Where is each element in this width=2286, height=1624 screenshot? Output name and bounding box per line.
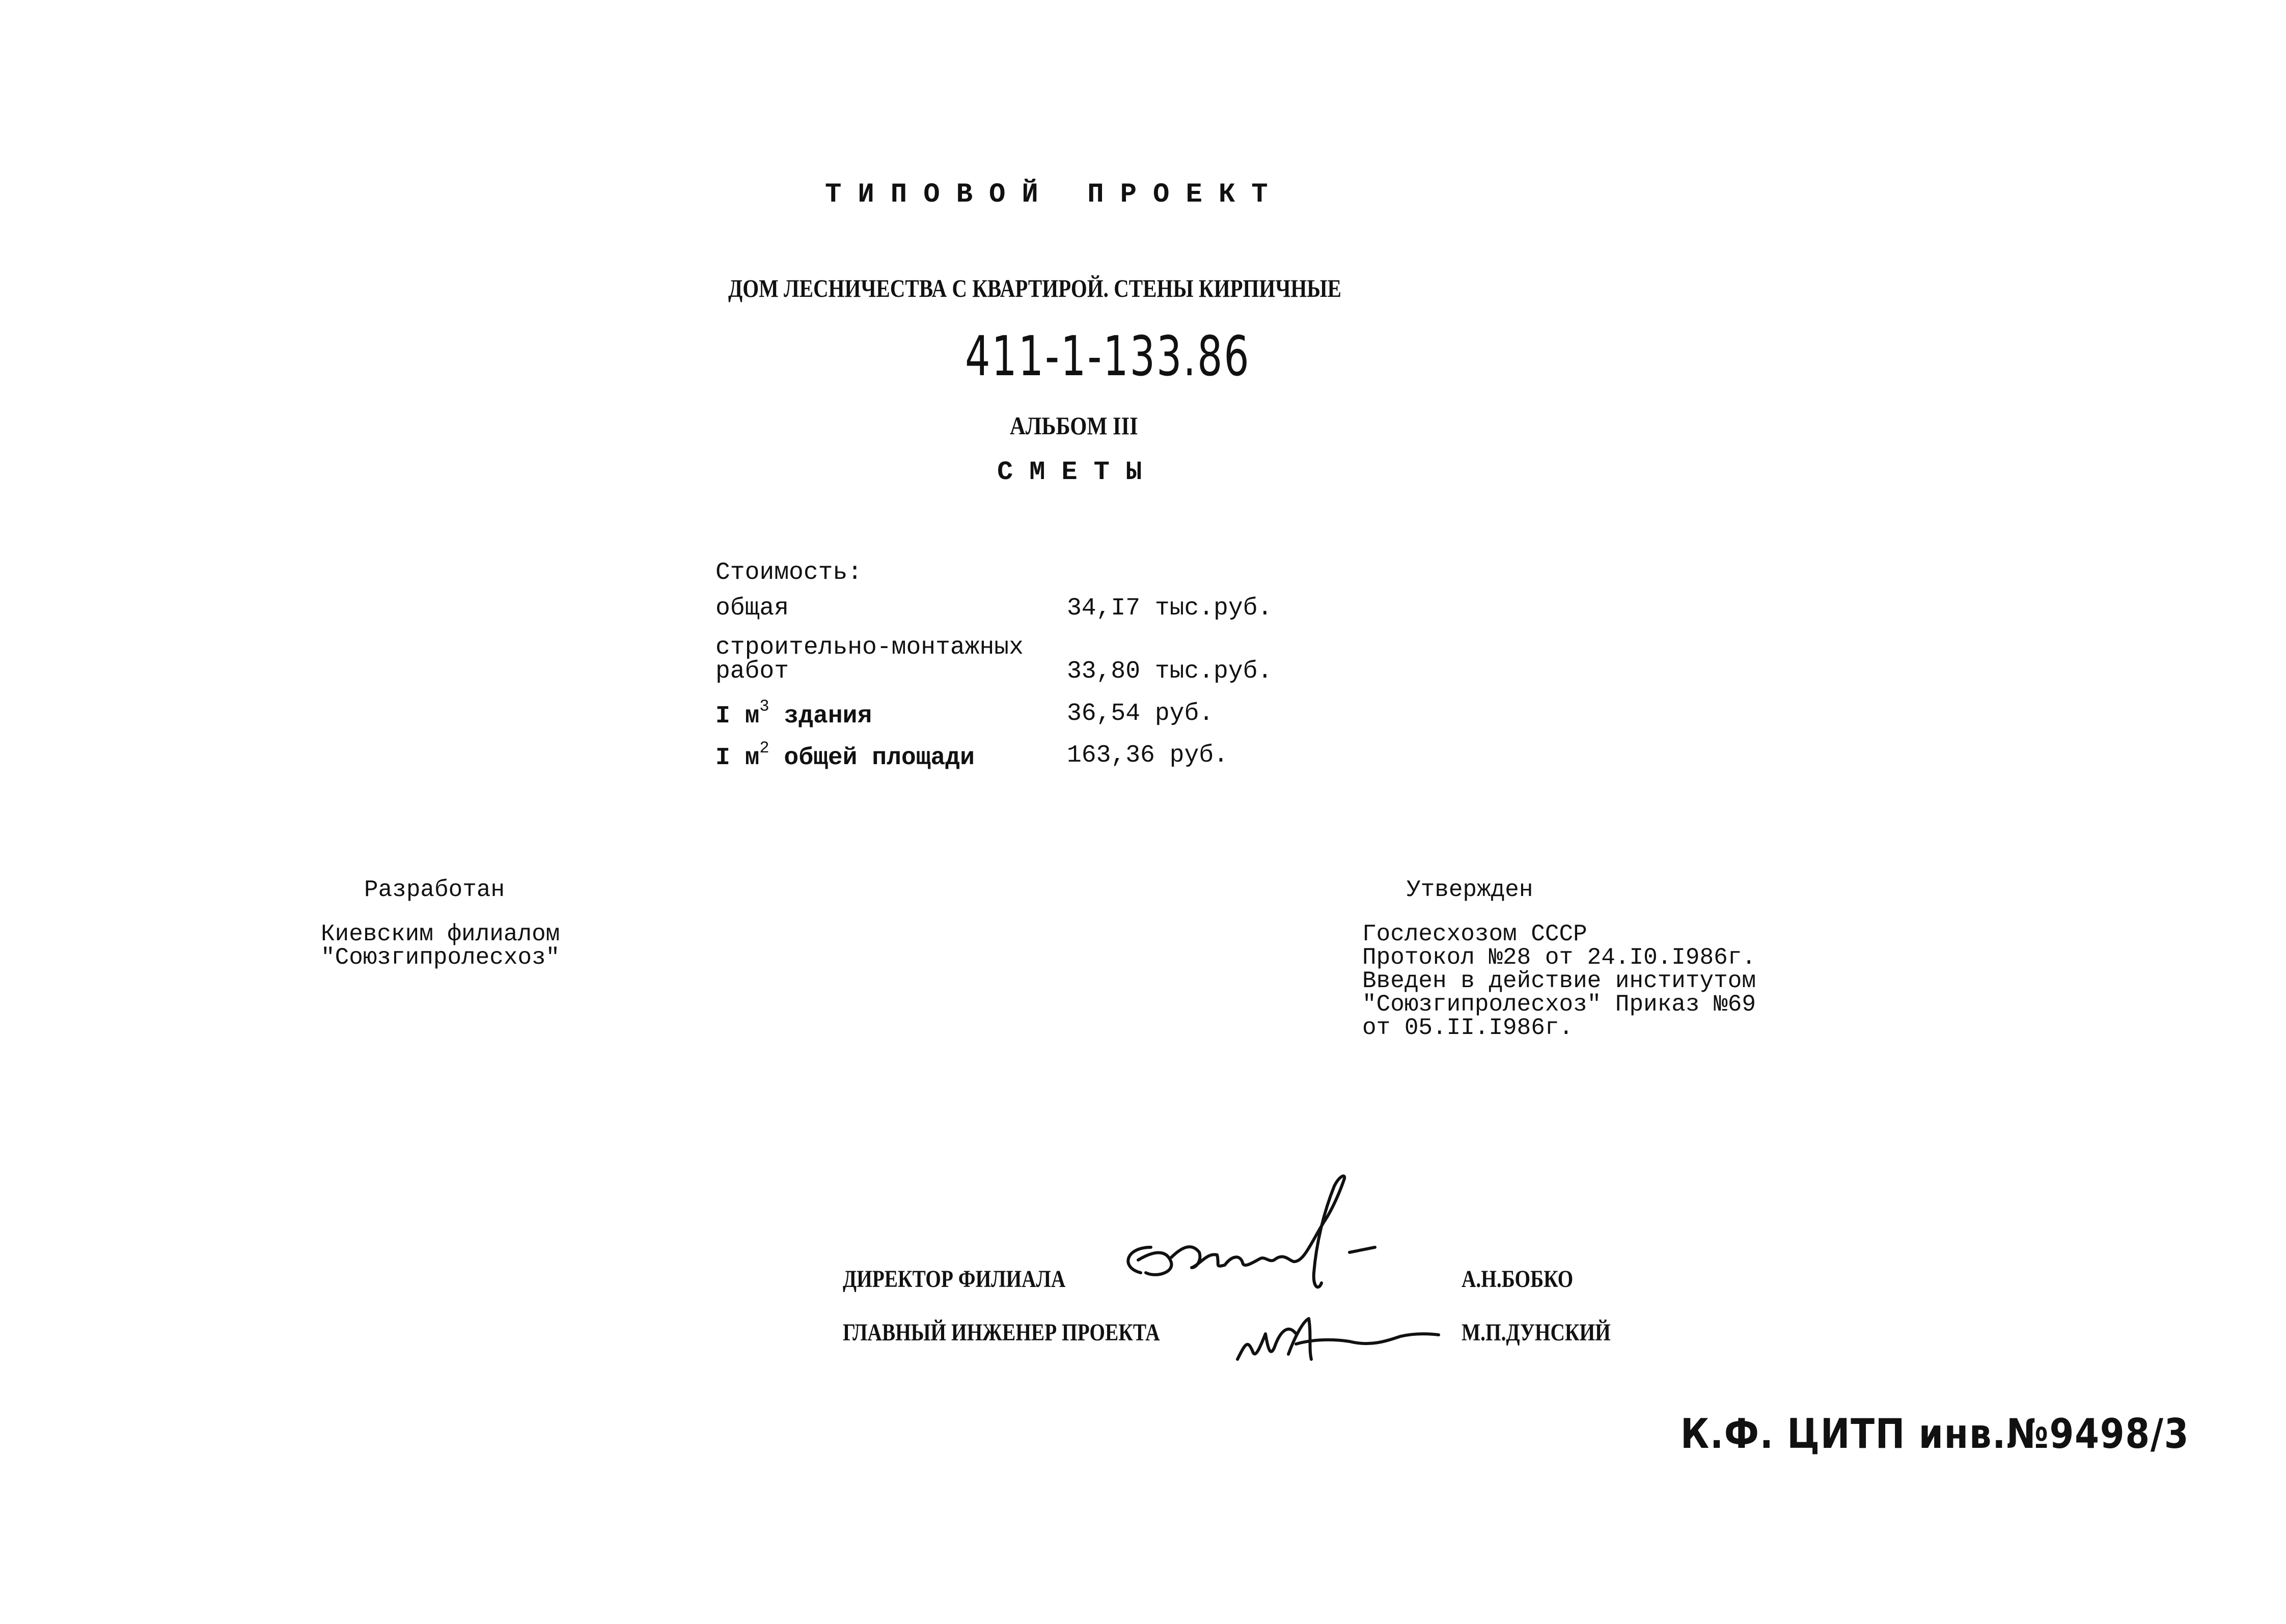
approved-heading: Утвержден (1407, 877, 1533, 903)
cost-per-m3-suffix: здания (769, 703, 872, 730)
cost-heading: Стоимость: (715, 559, 863, 586)
album-label: АЛЬБОМ III (1010, 411, 1138, 440)
engineer-title: ГЛАВНЫЙ ИНЖЕНЕР ПРОЕКТА (843, 1319, 1160, 1346)
project-number: 411-1-133.86 (965, 325, 1251, 388)
cost-per-m3-label (715, 697, 872, 730)
section-title: СМЕТЫ (997, 457, 1159, 487)
cost-per-m3-value: 36,54 руб. (1067, 700, 1214, 727)
approved-line: Протокол №28 от 24.I0.I986г. (1362, 944, 1756, 971)
cost-total-value: 34,I7 тыс.руб. (1067, 595, 1273, 622)
developed-heading: Разработан (364, 877, 505, 903)
cost-construction-label-line2: работ (715, 658, 789, 685)
developed-org-line: Киевским филиалом (321, 921, 560, 947)
director-title: ДИРЕКТОР ФИЛИАЛА (843, 1266, 1066, 1293)
approved-line: от 05.II.I986г. (1362, 1015, 1574, 1041)
engineer-signature-stroke (1237, 1319, 1439, 1359)
cost-total-label: общая (715, 595, 789, 622)
engineer-signature (1232, 1303, 1446, 1375)
archive-stamp: К.Ф. ЦИТП инв.№9498/3 (1681, 1410, 2190, 1458)
project-type-title: ТИПОВОЙ ПРОЕКТ (825, 179, 1284, 210)
director-signature-stroke (1128, 1176, 1375, 1287)
cost-per-m2-exponent: 2 (759, 739, 769, 758)
cost-per-m3-exponent: 3 (759, 697, 769, 716)
director-signature (1110, 1171, 1395, 1303)
cost-per-m2-value: 163,36 руб. (1067, 742, 1228, 769)
approved-line: Гослесхозом СССР (1362, 921, 1587, 947)
approved-line: Введен в действие институтом (1362, 968, 1756, 994)
cost-per-m2-label (715, 739, 975, 772)
director-name: А.Н.БОБКО (1462, 1266, 1574, 1293)
cost-per-m3-prefix: I м (715, 703, 760, 730)
approved-line: "Союзгипролесхоз" Приказ №69 (1362, 991, 1756, 1018)
cost-per-m2-prefix: I м (715, 744, 760, 772)
cost-construction-value: 33,80 тыс.руб. (1067, 658, 1273, 685)
engineer-name: М.П.ДУНСКИЙ (1462, 1319, 1611, 1346)
project-name: ДОМ ЛЕСНИЧЕСТВА С КВАРТИРОЙ. СТЕНЫ КИРПИЧНЫЕ (728, 274, 1341, 302)
cost-per-m2-suffix: общей площади (769, 744, 975, 772)
developed-org-line: "Союзгипролесхоз" (321, 944, 560, 971)
cost-construction-label-line1: строительно-монтажных (715, 634, 1024, 661)
